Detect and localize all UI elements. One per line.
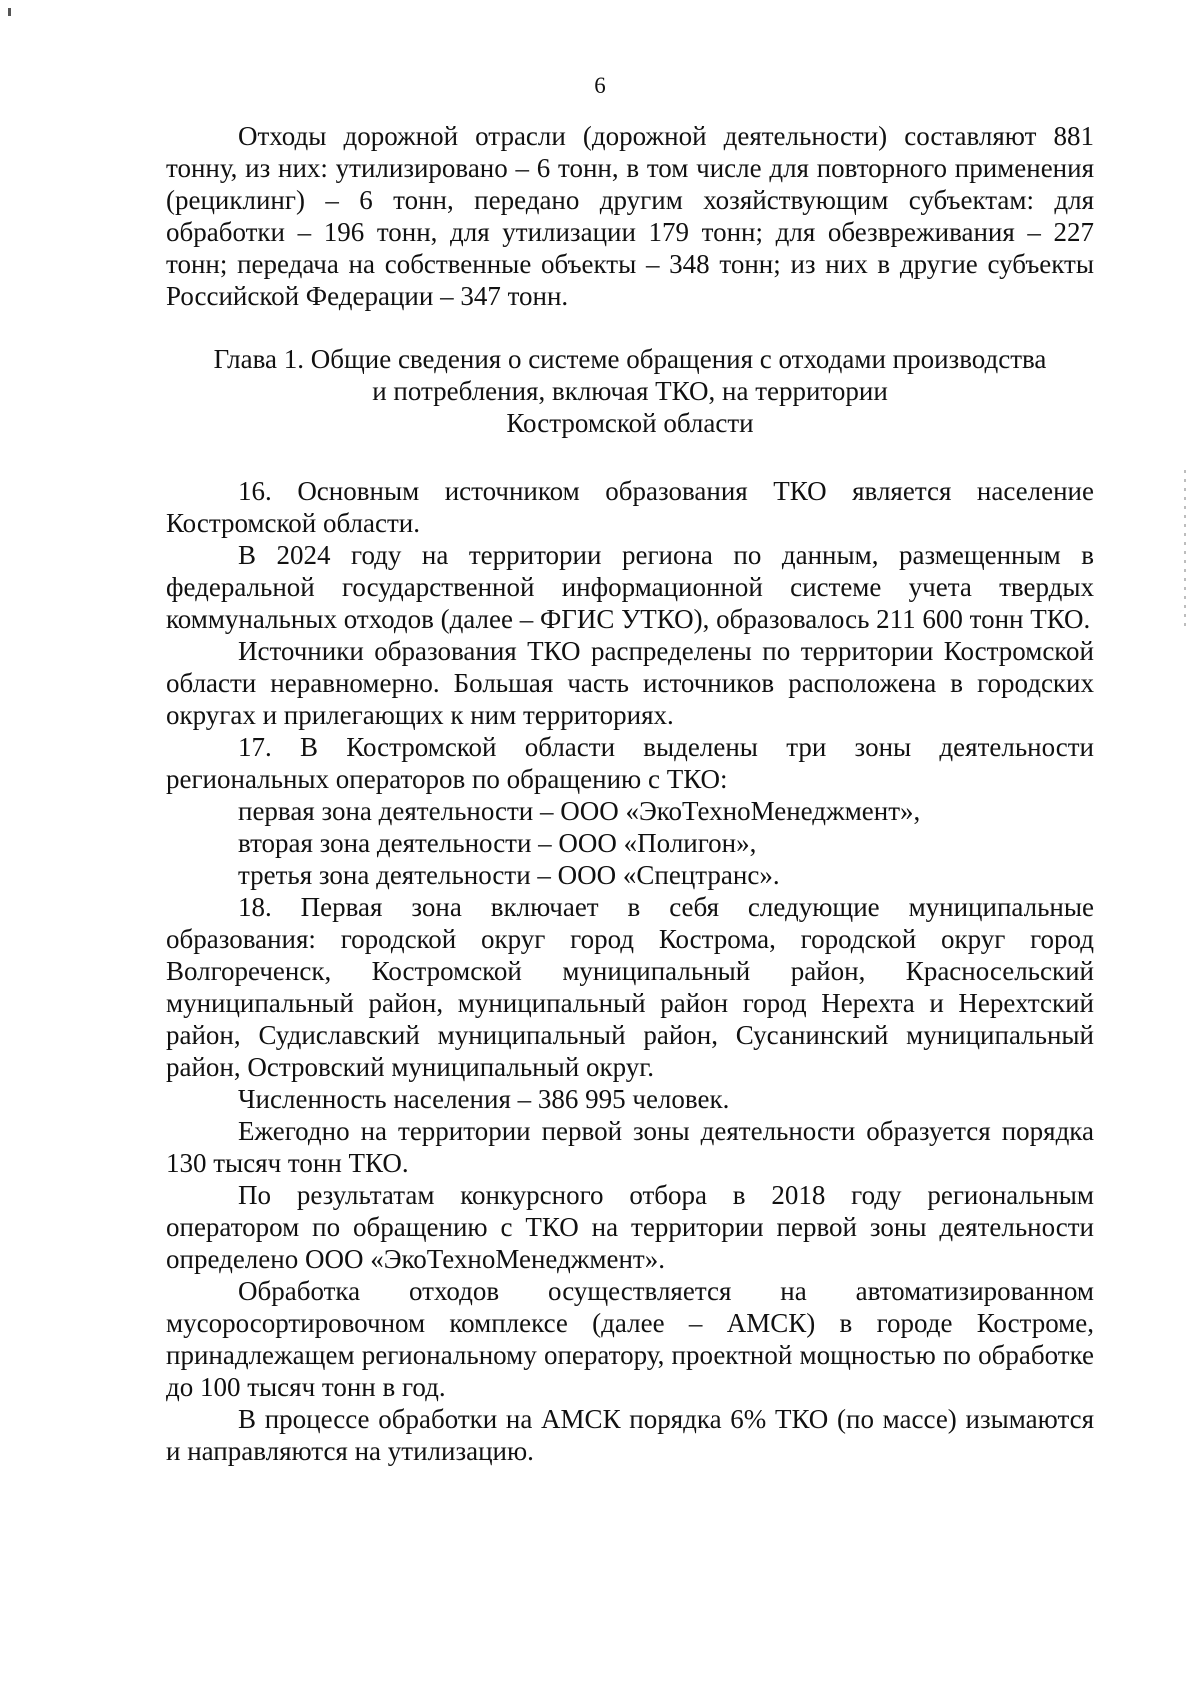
- list-item-zone: первая зона деятельности – ООО «ЭкоТехноМенеджмент»,: [238, 796, 921, 826]
- scan-artifact-edge: [1184, 470, 1186, 630]
- chapter-heading-line: и потребления, включая ТКО, на территории: [372, 376, 888, 406]
- paragraph: 17. В Костромской области выделены три зоны деятельности региональных операторов по обращению с ТКО:: [166, 732, 1094, 794]
- paragraph: Обработка отходов осуществляется на автоматизированном мусоросортировочном комплексе (далее – АМСК) в городе Костроме, принадлежащем региональному оператору, проектной мощностью по обработке до 100 тысяч тонн в год.: [166, 1276, 1094, 1402]
- paragraph-road-waste: Отходы дорожной отрасли (дорожной деятельности) составляют 881 тонну, из них: утилизировано – 6 тонн, в том числе для повторного применения (рециклинг) – 6 тонн, передано другим хозяйствующим субъектам: для обработки – 196 тонн, для утилизации 179 тонн; для обезвреживания – 227 тонн; передача на собственные объекты – 348 тонн; из них в другие субъекты Российской Федерации – 347 тонн.: [166, 121, 1094, 311]
- paragraph: 18. Первая зона включает в себя следующие муниципальные образования: городской округ город Кострома, городской округ город Волгореченск, Костромской муниципальный район, Красносельский муниципальный район, муниципальный район город Нерехта и Нерехтский район, Судиславский муниципальный район, Сусанинский муниципальный район, Островский муниципальный округ.: [166, 892, 1094, 1082]
- scan-artifact: [8, 8, 11, 16]
- list-item-zone: вторая зона деятельности – ООО «Полигон»,: [238, 828, 757, 858]
- paragraph: По результатам конкурсного отбора в 2018 году региональным оператором по обращению с ТКО на территории первой зоны деятельности определено ООО «ЭкоТехноМенеджмент».: [166, 1180, 1094, 1274]
- page-number: 6: [594, 73, 606, 98]
- paragraph: Источники образования ТКО распределены по территории Костромской области неравномерно. Большая часть источников расположена в городских округах и прилегающих к ним территориях.: [166, 636, 1094, 730]
- chapter-heading: [166, 343, 1094, 439]
- list-item-zone: третья зона деятельности – ООО «Спецтранс».: [238, 860, 780, 890]
- paragraph: 16. Основным источником образования ТКО является население Костромской области.: [166, 476, 1094, 538]
- document-body: [166, 120, 1094, 1467]
- paragraph: В 2024 году на территории региона по данным, размещенным в федеральной государственной информационной системе учета твердых коммунальных отходов (далее – ФГИС УТКО), образовалось 211 600 тонн ТКО.: [166, 540, 1094, 634]
- chapter-heading-line: Глава 1. Общие сведения о системе обращения с отходами производства: [213, 344, 1047, 374]
- paragraph: Численность населения – 386 995 человек.: [238, 1084, 730, 1114]
- paragraph: В процессе обработки на АМСК порядка 6% ТКО (по массе) изымаются и направляются на утилизацию.: [166, 1404, 1094, 1466]
- chapter-heading-line: Костромской области: [506, 408, 754, 438]
- paragraph: Ежегодно на территории первой зоны деятельности образуется порядка 130 тысяч тонн ТКО.: [166, 1116, 1094, 1178]
